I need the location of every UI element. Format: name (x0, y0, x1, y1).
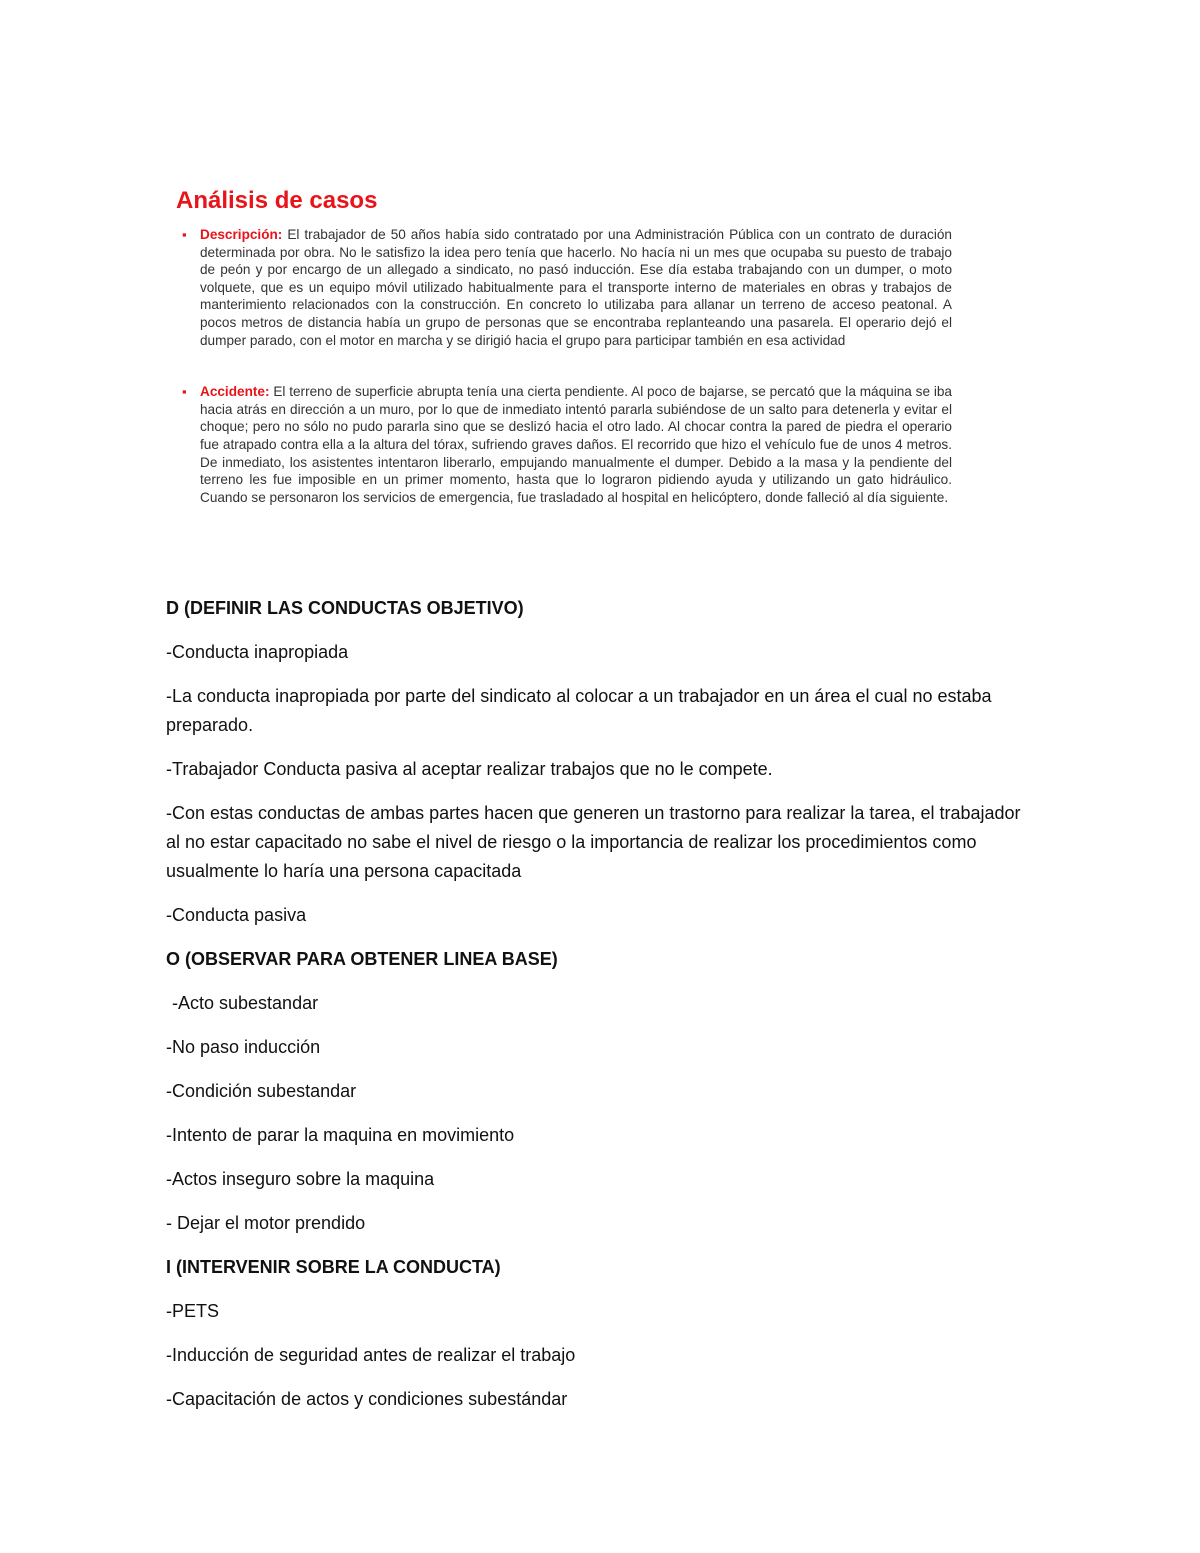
paragraph: -Actos inseguro sobre la maquina (166, 1169, 435, 1189)
paragraph: -Acto subestandar (172, 993, 319, 1013)
bullet-icon: ▪ (182, 227, 187, 242)
paragraph: -Con estas conductas de ambas partes hacen que generen un trastorno para realizar la tarea, el trabajador al no estar capacitado no sabe el nivel de riesgo o la importancia de realizar los procedimientos como usualmente lo haría una persona capacitada (166, 803, 1021, 881)
paragraph: -Conducta inapropiada (166, 642, 349, 662)
paragraph: -Inducción de seguridad antes de realizar el trabajo (166, 1345, 576, 1365)
case-analysis-image (176, 186, 952, 506)
paragraph: -No paso inducción (166, 1037, 321, 1057)
accident-text: El terreno de superficie abrupta tenía una cierta pendiente. Al poco de bajarse, se percató que la máquina se iba hacia atrás en dirección a un muro, por lo que de inmediato intentó pararla subiéndose de un salto para detenerla y evitar el choque; pero no sólo no pudo pararla sino que se deslizó hacia el otro lado. Al chocar contra la pared de piedra el operario fue atrapado contra ella a la altura del tórax, sufriendo graves daños. El recorrido que hizo el vehículo fue de unos 4 metros. De inmediato, los asistentes intentaron liberarlo, empujando manualmente el dumper. Debido a la masa y la pendiente del terreno les fue imposible en un primer momento, hasta que lo lograron pidiendo ayuda y utilizando un gato hidráulico. Cuando se personaron los servicios de emergencia, fue trasladado al hospital en helicóptero, donde falleció al día siguiente. (200, 384, 952, 505)
case-accident-item (176, 383, 952, 506)
accident-label: Accidente: (200, 384, 270, 400)
bullet-icon: ▪ (182, 384, 187, 400)
paragraph: -Capacitación de actos y condiciones subestándar (166, 1389, 568, 1409)
paragraph: -Conducta pasiva (166, 905, 307, 925)
description-text: El trabajador de 50 años había sido contratado por una Administración Pública con un contrato de duración determinada por obra. No le satisfizo la idea pero tenía que hacerlo. No hacía ni un mes que ocupaba su puesto de trabajo de peón y por encargo de un allegado a sindicato, no pasó inducción. Ese día estaba trabajando con un dumper, o moto volquete, que es un equipo móvil utilizado habitualmente para el transporte interno de materiales en obras y trabajos de manterimiento relacionados con la construcción. En concreto lo utilizaba para allanar un terreno de acceso peatonal. A pocos metros de distancia había un grupo de personas que se encontraba replanteando una pasarela. El operario dejó el dumper parado, con el motor en marcha y se dirigió hacia el grupo para participar también en esa actividad (200, 227, 952, 348)
paragraph: -Trabajador Conducta pasiva al aceptar realizar trabajos que no le compete. (166, 759, 773, 779)
section-heading-observe: O (OBSERVAR PARA OBTENER LINEA BASE) (166, 949, 558, 969)
case-description-item (176, 226, 952, 349)
section-heading-intervene: I (INTERVENIR SOBRE LA CONDUCTA) (166, 1257, 501, 1277)
document-body (166, 594, 1026, 1429)
paragraph: -La conducta inapropiada por parte del sindicato al colocar a un trabajador en un área el cual no estaba preparado. (166, 686, 992, 735)
paragraph: - Dejar el motor prendido (166, 1213, 366, 1233)
paragraph: -PETS (166, 1301, 220, 1321)
description-label: Descripción: (200, 227, 283, 242)
paragraph: -Intento de parar la maquina en movimiento (166, 1125, 515, 1145)
paragraph: -Condición subestandar (166, 1081, 357, 1101)
case-analysis-title: Análisis de casos (176, 187, 378, 214)
section-heading-define: D (DEFINIR LAS CONDUCTAS OBJETIVO) (166, 598, 524, 618)
